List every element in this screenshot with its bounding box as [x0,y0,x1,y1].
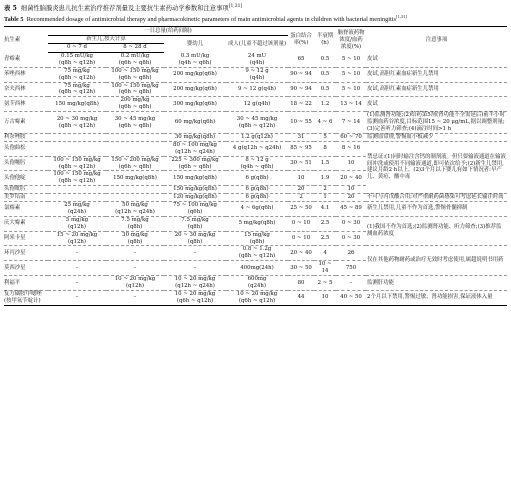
cell-neonate-8-28: 7.5 mg/kg (q8h) [106,216,164,231]
cell-adult: 12 g(q4h) [226,97,288,112]
cell-csf-ratio: – [336,276,366,291]
cell-adult: 6 g(q8h) [226,186,288,194]
cell-adult: 9 ~ 12 g(q4h) [226,82,288,97]
cell-neonate-0-7: 100 ~ 150 mg/kg (q8h ~ q12h) [48,156,106,171]
table-row [4,52,507,67]
table-row [4,97,507,112]
caption-title-en: Recommended dosage of antimicrobial therapy and pharmacokinetic parameters of main antimicrobial agents in children with bacterial meningitis [26,16,396,24]
cell-half-life: 1.5 [314,156,336,171]
cell-infant: 80 ~ 100 mg/kg (q12h ~ q24h) [164,141,226,156]
cell-adult: 6 g(q8h) [226,194,288,202]
cell-drug: 氨苄西林 [4,97,48,112]
cell-protein-binding: 30 ~ 51 [288,156,314,171]
cell-adult: 1.2 g(q12h) [226,133,288,141]
caption-label-en: Table 5 [4,16,24,24]
cell-drug: 复方磺胺甲噁唑(按甲氧苄啶计) [4,290,42,304]
cell-csf-ratio: 5 ~ 10 [336,82,366,97]
cell-protein-binding: 2 [288,194,314,202]
table-row [4,141,507,156]
cell-neonate-0-7: 5 mg/kg (q12h) [48,216,106,231]
caption-label-cn: 表 5 [4,5,17,13]
cell-half-life: 10 [321,294,329,301]
table-row [4,246,507,261]
cell-notes: 仅在其他药物耐药或治疗无效时考虑使用,属超说明书用药 [366,246,507,276]
cell-neonate-0-7 [48,133,106,141]
cell-csf-ratio: 26 [336,246,366,261]
cell-neonate-0-7: 15 ~ 20 mg/kg (q12h) [48,231,106,246]
cell-neonate-0-7: 0.15 mU/kg (q8h ~ q12h) [48,52,106,67]
cell-drug: 万古霉素 [4,112,48,134]
cell-drug: 氯霉素 [4,202,48,217]
cell-drug: 庆大霉素 [4,216,48,231]
cell-protein-binding: 90 ~ 94 [288,67,314,82]
cell-drug: 头孢噻肟 [4,156,48,171]
header-neonate: 新生儿,按天计算 [48,36,164,44]
cell-neonate-0-7: 75 mg/kg (q8h ~ q12h) [48,82,106,97]
cell-drug: 苯唑西林 [4,67,48,82]
cell-csf-ratio: 60 ~ 70 [336,133,366,141]
cell-neonate-8-28: 100 ~ 150 mg/kg (q6h ~ q8h) [106,67,164,82]
cell-neonate-0-7 [48,194,106,202]
caption-ref-en: [1,31] [396,14,407,20]
cell-neonate-8-28: 150 ~ 200 mg/kg (q6h ~ q8h) [106,156,164,171]
cell-csf-ratio: 20 ~ 40 [336,171,366,186]
cell-csf-ratio: 20 [336,194,366,202]
cell-neonate-0-7: 75 mg/kg (q8h ~ q12h) [48,67,106,82]
cell-neonate-0-7: 100 ~ 150 mg/kg (q8h ~ q12h) [48,171,106,186]
cell-adult: 4 ~ 6g(q6h) [226,202,288,217]
cell-drug: 奈夫西林 [4,82,48,97]
cell-infant: 300 mg/kg(q6h) [164,97,226,112]
cell-csf-ratio: 0 ~ 30 [336,216,366,231]
cell-neonate-8-28: 10 ~ 20 mg/kg (q12h) [106,276,164,291]
cell-adult: 5 mg/kg(q8h) [226,216,288,231]
cell-drug: 环丙沙星 [4,246,48,261]
cell-drug: 利福平 [4,276,48,291]
cell-half-life: 5 [314,133,336,141]
cell-neonate-0-7 [48,186,106,194]
table-row [4,67,507,82]
header-adult: 成人(儿童不超过该剂量) [227,40,287,47]
cell-neonate-8-28: 0.2 mU/kg (q6h ~ q8h) [106,52,164,67]
cell-notes: (1)我国不作为首选;(2)监测肾功能、听力筛查;(3)推荐监测血药浓度 [366,216,507,246]
cell-infant: 75 ~ 100 mg/kg (q6h) [164,202,226,217]
cell-neonate-8-28: – [106,246,164,261]
cell-half-life: 4 ~ 6 [314,112,336,134]
cell-infant: – [164,246,226,261]
cell-neonate-8-28: 100 ~ 150 mg/kg (q6h ~ q8h) [106,82,164,97]
cell-notes: 皮试,高胆红素血症新生儿禁用 [366,67,507,82]
cell-infant: 200 mg/kg(q6h) [164,82,226,97]
cell-infant: 10 ~ 20 mg/kg (q12h ~ q24h) [164,276,226,291]
cell-neonate-0-7: 25 mg/kg (q24h) [48,202,106,217]
cell-protein-binding: 65 [288,52,314,67]
caption-ref-cn: [1,31] [228,4,243,9]
header-neonate-0-7: 0 ~ 7 d [48,44,106,53]
cell-csf-ratio: 45 ~ 89 [336,202,366,217]
cell-notes: 监测血常规,警惕血小板减少 [366,133,507,141]
table-row [4,82,507,97]
cell-adult: 9 ~ 12 g (q4h) [226,67,288,82]
table-row [4,112,507,134]
cell-drug: 美罗培南 [4,194,48,202]
cell-half-life: 1.9 [314,171,336,186]
cell-half-life: 2.5 [314,231,336,246]
cell-infant: 30 mg/kg(q8h) [164,133,226,141]
cell-protein-binding: 10 [288,171,314,186]
cell-protein-binding: 90 ~ 94 [288,82,314,97]
cell-drug: 头孢他啶 [4,171,48,186]
cell-neonate-8-28 [106,186,164,194]
cell-adult: 400mg(24h) [226,261,288,276]
cell-notes: 监测肝功能 [366,276,507,291]
cell-neonate-8-28: 200 mg/kg (q6h ~ q8h) [106,97,164,112]
cell-notes: 皮试,高胆红素血症新生儿禁用 [366,82,507,97]
cell-drug: 头孢吡肟 [4,186,48,194]
cell-infant: 20 ~ 30 mg/kg (q8h) [164,231,226,246]
cell-neonate-8-28: – [133,294,137,301]
cell-half-life: 0.5 [314,82,336,97]
cell-protein-binding: 10 ~ 55 [288,112,314,134]
cell-csf-ratio: 750 [336,261,366,276]
cell-neonate-8-28: 30 ~ 45 mg/kg (q6h ~ q8h) [106,112,164,134]
cell-infant: 200 mg/kg(q6h) [164,67,226,82]
cell-neonate-8-28 [106,194,164,202]
cell-infant: – [164,261,226,276]
cell-protein-binding: 20 ~ 40 [288,246,314,261]
cell-csf-ratio: 5 ~ 10 [336,52,366,67]
cell-csf-ratio: 7 ~ 14 [336,112,366,134]
cell-neonate-8-28 [106,141,164,156]
cell-infant: 150 mg/kg(q8h) [164,171,226,186]
table-row [4,276,507,291]
cell-half-life: 1.2 [314,97,336,112]
cell-adult: 30 ~ 45 mg/kg (q8h ~ q12h) [226,112,288,134]
cell-adult: 10 ~ 20 mg/kg (q6h ~ q12h) [236,290,278,304]
table-row [4,133,507,141]
cell-half-life: 4.1 [314,202,336,217]
cell-half-life: 2.5 [314,216,336,231]
cell-protein-binding: 0 ~ 10 [288,216,314,231]
cell-neonate-0-7: – [48,276,106,291]
cell-csf-ratio: 10 [336,186,366,194]
header-notes: 注意事项 [425,36,448,43]
cell-drug: 利奈唑胺 [4,133,48,141]
table-row [4,216,507,231]
cell-notes: 新生儿禁用,儿童不作为首选,警惕骨髓抑制 [366,202,507,217]
cell-notes: 皮试 [366,97,507,112]
cell-neonate-0-7: – [48,261,106,276]
cell-infant: 225 ~ 300 mg/kg (q6h ~ q8h) [164,156,226,171]
cell-neonate-0-7: 20 ~ 30 mg/kg (q8h ~ q12h) [48,112,106,134]
table-caption [4,3,507,24]
cell-notes: 2个月以下禁用,警惕过敏、肾功能损害,保证液体入量 [367,294,493,301]
cell-half-life: 1 [314,194,336,202]
cell-adult: 600mg (q24h) [226,276,288,291]
cell-neonate-8-28: – [106,261,164,276]
header-neonate-8-28: 8 ~ 28 d [106,44,164,53]
header-half-life: 半衰期(h) [316,33,334,47]
cell-notes: 不可与丙戊酸合用;对严重耐药菌感染可考虑延长输注时间 [366,194,507,202]
cell-csf-ratio: 5 ~ 10 [336,67,366,82]
cell-infant: 10 ~ 20 mg/kg (q6h ~ q12h) [174,290,216,304]
header-daily-dose: 一日总量(给药间隔) [48,27,288,36]
cell-infant: 0.3 mU/kg (q4h ~ q6h) [164,52,226,67]
table-row [4,202,507,217]
cell-neonate-0-7 [48,141,106,156]
cell-adult: 24 mU (q4h) [226,52,288,67]
cell-csf-ratio: 10 [336,156,366,171]
cell-half-life: 0.5 [314,52,336,67]
cell-infant: 7.5 mg/kg (q8h) [164,216,226,231]
cell-protein-binding: 80 [288,276,314,291]
header-drug: 抗生素 [4,36,21,43]
cell-protein-binding: 0 ~ 10 [288,231,314,246]
cell-notes: 皮试 [366,52,507,67]
cell-half-life: 10 ~ 14 [314,261,336,276]
cell-drug: 头孢曲松 [4,141,48,156]
header-csf-ratio: 脑脊液药物浓度/血药浓度(%) [337,29,365,50]
cell-adult: 6 g(q8h) [226,171,288,186]
header-protein-binding: 蛋白结合率(%) [290,33,312,47]
table-header [4,27,507,53]
cell-csf-ratio: 0 ~ 30 [336,231,366,246]
cell-protein-binding: 18 ~ 22 [288,97,314,112]
cell-neonate-8-28 [106,133,164,141]
cell-neonate-0-7: – [75,294,79,301]
cell-half-life: 2 [314,186,336,194]
cell-adult: 8 ~ 12 g (q4h ~ q6h) [226,156,288,171]
cell-csf-ratio: 40 ~ 50 [340,294,362,301]
cell-notes: 禁忌证:(1)同时输注含钙的制剂液。但只要输液通道在输液间冲洗或使用不同输液通道,即可依次给予;(2)新生儿禁用,建议月龄2 h以上。(2)3个月以下婴儿有如下情况者:早产儿、黄疸、酸中毒 [366,141,507,193]
header-infant: 婴幼儿 [186,40,204,47]
cell-protein-binding: 25 ~ 50 [288,202,314,217]
cell-protein-binding: 44 [297,294,305,301]
cell-infant: 150 mg/kg(q8h) [164,186,226,194]
cell-adult: 4 g(q12h ~ q24h) [226,141,288,156]
dosage-table [4,26,507,306]
cell-neonate-8-28: 150 mg/kg(q8h) [106,171,164,186]
cell-neonate-8-28: 50 mg/kg (q12h ~ q24h) [106,202,164,217]
cell-neonate-0-7: – [48,246,106,261]
cell-neonate-0-7: 150 mg/kg(q8h) [48,97,106,112]
cell-drug: 阿米卡星 [4,231,48,246]
cell-csf-ratio: 8 ~ 16 [336,141,366,156]
cell-infant: 120 mg/kg(q8h) [164,194,226,202]
cell-protein-binding: 85 ~ 95 [288,141,314,156]
cell-notes: (1)监测肾功能;(2)给药第5剂(肾功能不全需延后)前半小时监测血药谷浓度,目标范围15 ~ 20 μg/mL,据以调整剂量;(3)完善听力筛查;(4)滴注时间>1 h [366,112,507,134]
table-row [4,290,507,305]
cell-protein-binding: 20 [288,186,314,194]
cell-drug: 青霉素 [4,52,48,67]
cell-infant: 60 mg/kg(q6h) [164,112,226,134]
cell-half-life: 2 ~ 5 [314,276,336,291]
cell-adult: 0.8 ~ 1.2g (q8h ~ q12h) [226,246,288,261]
cell-half-life: 0.5 [314,67,336,82]
cell-drug: 莫西沙星 [4,261,48,276]
table-row [4,194,507,202]
cell-half-life: 4 [314,246,336,261]
caption-title-cn: 细菌性脑膜炎患儿抗生素治疗推荐剂量及主要抗生素药动学参数和注意事项 [20,5,229,13]
table-body [4,52,507,305]
cell-protein-binding: 31 [288,133,314,141]
cell-adult: 15 mg/kg (q8h) [226,231,288,246]
cell-neonate-8-28: 30 mg/kg (q8h) [106,231,164,246]
cell-half-life: 8 [314,141,336,156]
cell-csf-ratio: 13 ~ 14 [336,97,366,112]
cell-protein-binding: 30 ~ 50 [288,261,314,276]
